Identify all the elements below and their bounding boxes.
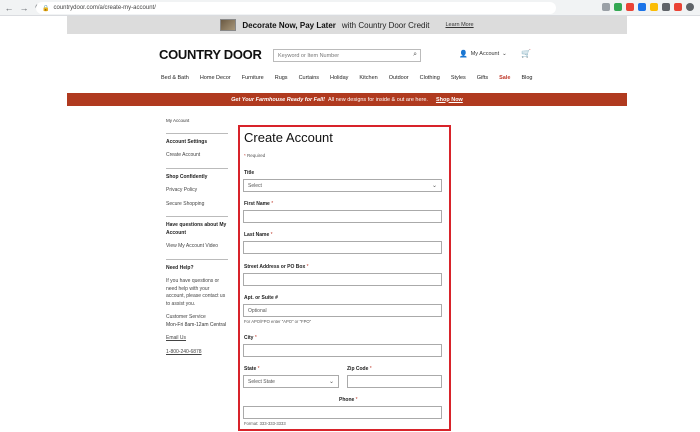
- forward-icon[interactable]: →: [19, 2, 29, 13]
- questions-heading: Have questions about My Account: [166, 222, 227, 236]
- zip-label: Zip Code *: [347, 366, 372, 372]
- nav-item-outdoor[interactable]: Outdoor: [388, 75, 409, 81]
- divider: [166, 216, 228, 217]
- chevron-down-icon: ⌄: [431, 183, 437, 189]
- nav-item-holiday[interactable]: Holiday: [330, 75, 349, 81]
- page-title: Create Account: [244, 130, 333, 145]
- nav-item-kitchen[interactable]: Kitchen: [359, 75, 378, 81]
- phone-link[interactable]: 1-800-240-6878: [166, 348, 202, 355]
- state-select[interactable]: [243, 375, 339, 388]
- nav-item-furniture[interactable]: Furniture: [241, 75, 264, 81]
- title-label: Title: [244, 170, 255, 176]
- back-icon[interactable]: ←: [4, 2, 14, 13]
- last-name-field[interactable]: [243, 241, 442, 254]
- phone-label: Phone *: [339, 397, 358, 403]
- promo-headline: Decorate Now, Pay Later: [242, 20, 336, 30]
- nav-item-sale[interactable]: Sale: [499, 75, 511, 81]
- nav-item-blog[interactable]: Blog: [521, 75, 533, 81]
- promo-subtext: with Country Door Credit: [341, 20, 430, 30]
- browser-toolbar: [0, 0, 700, 16]
- account-settings-heading: Account Settings: [166, 138, 208, 145]
- extension-icon[interactable]: [650, 3, 658, 11]
- credit-promo-bar: [67, 16, 627, 34]
- divider: [166, 133, 228, 134]
- create-account-link[interactable]: Create Account: [166, 152, 201, 159]
- nav-item-gifts[interactable]: Gifts: [476, 75, 489, 81]
- extension-icon[interactable]: [614, 3, 622, 11]
- site-logo[interactable]: COUNTRY DOOR: [159, 47, 262, 62]
- divider: [166, 259, 228, 260]
- privacy-policy-link[interactable]: Privacy Policy: [166, 187, 198, 194]
- city-field[interactable]: [243, 344, 442, 357]
- extension-icon[interactable]: [638, 3, 646, 11]
- shop-confidently-heading: Shop Confidently: [166, 173, 208, 180]
- chevron-down-icon: ⌄: [328, 379, 334, 385]
- extension-icon[interactable]: [602, 3, 610, 11]
- apt-hint: For APO/FPO enter "APO" or "FPO": [244, 319, 312, 324]
- account-sidebar: [166, 118, 228, 356]
- nav-item-curtains[interactable]: Curtains: [298, 75, 320, 81]
- search-placeholder: Keyword or Item Number: [278, 52, 340, 59]
- phone-field[interactable]: [243, 406, 442, 419]
- extension-icon[interactable]: [662, 3, 670, 11]
- extension-icon[interactable]: [674, 3, 682, 11]
- street-label: Street Address or PO Box *: [244, 264, 309, 270]
- extension-icon[interactable]: [626, 3, 634, 11]
- search-input[interactable]: [273, 49, 421, 62]
- main-navigation: [161, 75, 543, 81]
- banner-text: All new designs for inside & out are here.: [327, 96, 428, 103]
- zip-code-field[interactable]: [347, 375, 442, 388]
- divider: [166, 168, 228, 169]
- apt-label: Apt. or Suite #: [244, 295, 278, 301]
- first-name-field[interactable]: [243, 210, 442, 223]
- phone-hint: Format: 333-333-3333: [244, 421, 286, 426]
- my-account-menu[interactable]: [459, 50, 507, 58]
- required-note: * Required: [244, 153, 266, 158]
- state-label: State *: [244, 366, 260, 372]
- learn-more-link[interactable]: Learn More: [445, 22, 474, 28]
- nav-item-styles[interactable]: Styles: [450, 75, 466, 81]
- state-select-value: Select State: [248, 378, 275, 385]
- email-us-link[interactable]: Email Us: [166, 335, 187, 342]
- secure-shopping-link[interactable]: Secure Shopping: [166, 200, 205, 207]
- account-label: My Account: [470, 51, 500, 57]
- last-name-label: Last Name *: [244, 232, 273, 238]
- nav-item-rugs[interactable]: Rugs: [274, 75, 288, 81]
- lock-icon: 🔒: [42, 5, 50, 12]
- customer-service-label: Customer Service: [166, 314, 206, 321]
- city-label: City *: [244, 335, 257, 341]
- need-help-heading: Need Help?: [166, 264, 194, 271]
- address-bar[interactable]: [36, 2, 556, 14]
- breadcrumb[interactable]: My Account: [166, 118, 190, 123]
- shop-now-link[interactable]: Shop Now: [435, 96, 463, 103]
- chevron-down-icon: ⌄: [502, 51, 507, 57]
- search-icon[interactable]: ⌕: [413, 51, 417, 58]
- first-name-label: First Name *: [244, 201, 274, 207]
- street-address-field[interactable]: [243, 273, 442, 286]
- apt-placeholder: Optional: [248, 307, 267, 314]
- person-icon: 👤: [459, 51, 468, 58]
- nav-item-clothing[interactable]: Clothing: [419, 75, 440, 81]
- title-select-value: Select: [248, 182, 262, 189]
- promo-thumbnail: [220, 19, 236, 31]
- apt-suite-field[interactable]: [243, 304, 442, 317]
- help-text: If you have questions or need help with your account, please contact us to assist you.: [166, 278, 226, 307]
- extension-icons: [602, 3, 694, 11]
- url-text: countrydoor.com/a/create-my-account/: [53, 5, 156, 11]
- nav-item-home-decor[interactable]: Home Decor: [199, 75, 231, 81]
- nav-item-bed-bath[interactable]: Bed & Bath: [161, 75, 189, 81]
- customer-service-hours: Mon-Fri 8am-12am Central: [166, 321, 227, 328]
- promo-banner: [67, 93, 627, 106]
- title-select[interactable]: [243, 179, 442, 192]
- account-video-link[interactable]: View My Account Video: [166, 243, 219, 250]
- banner-headline: Get Your Farmhouse Ready for Fall!: [231, 96, 325, 103]
- profile-avatar[interactable]: [686, 3, 694, 11]
- cart-icon[interactable]: 🛒: [521, 49, 531, 58]
